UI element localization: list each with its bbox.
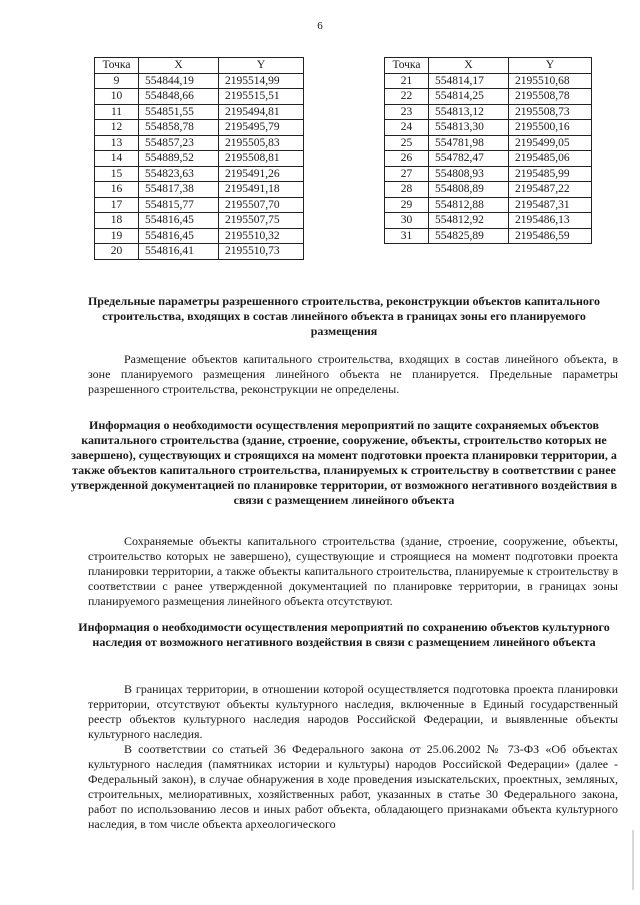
point-cell: 31 [385, 228, 429, 244]
table-row [95, 73, 304, 89]
y-cell: 2195505,83 [219, 135, 304, 151]
point-cell: 29 [385, 197, 429, 213]
y-cell: 2195491,18 [219, 182, 304, 198]
header-y: Y [509, 58, 592, 74]
table-row [95, 228, 304, 244]
table-row [385, 120, 592, 136]
header-point: Точка [385, 58, 429, 74]
y-cell: 2195515,51 [219, 89, 304, 105]
point-cell: 10 [95, 89, 139, 105]
table-row [95, 104, 304, 120]
coordinates-table-right [384, 57, 592, 244]
table-row [385, 197, 592, 213]
table-header-row [95, 58, 304, 74]
table-row [95, 151, 304, 167]
x-cell: 554816,45 [139, 213, 219, 229]
table-row [385, 182, 592, 198]
table-row [385, 151, 592, 167]
x-cell: 554814,25 [429, 89, 509, 105]
section-heading-cultural-heritage: Информация о необходимости осуществления мероприятий по сохранению объектов культурного наследия от возможного негативного воздействия в связи с размещением линейного объекта [78, 620, 610, 649]
y-cell: 2195510,73 [219, 244, 304, 260]
table-row [95, 182, 304, 198]
y-cell: 2195507,70 [219, 197, 304, 213]
table-row [385, 228, 592, 244]
scan-edge-mark [632, 830, 634, 890]
x-cell: 554816,41 [139, 244, 219, 260]
y-cell: 2195485,99 [509, 166, 592, 182]
section-heading-protection-measures: Информация о необходимости осуществления мероприятий по защите сохраняемых объектов капитального строительства (здание, строение, сооружение, объекты, строительство которых не завершено), существующих и строящихся на момент подготовки проекта планировки территории, а также объектов капитального строительства, планируемых к строительству в соответствии с ранее утвержденной документацией по планировке территории, от возможного негативного воздействия в связи с размещением линейного объекта [70, 418, 618, 507]
y-cell: 2195491,26 [219, 166, 304, 182]
paragraph-construction-parameters: Размещение объектов капитального строительства, входящих в состав линейного объекта, в зоне планируемого размещения линейного объекта не планируется. Предельные параметры разрешенного строительства, реконструкции не определены. [88, 352, 618, 396]
y-cell: 2195486,59 [509, 228, 592, 244]
header-y: Y [219, 58, 304, 74]
x-cell: 554814,17 [429, 73, 509, 89]
y-cell: 2195508,78 [509, 89, 592, 105]
point-cell: 28 [385, 182, 429, 198]
table-row [95, 244, 304, 260]
point-cell: 27 [385, 166, 429, 182]
coordinates-table-left [94, 57, 304, 260]
x-cell: 554844,19 [139, 73, 219, 89]
section-heading-construction-parameters: Предельные параметры разрешенного строительства, реконструкции объектов капитального строительства, входящих в состав линейного объекта в границах зоны его планируемого размещения [87, 294, 601, 338]
table-row [385, 135, 592, 151]
x-cell: 554823,63 [139, 166, 219, 182]
table-row [385, 73, 592, 89]
y-cell: 2195507,75 [219, 213, 304, 229]
header-x: X [429, 58, 509, 74]
x-cell: 554851,55 [139, 104, 219, 120]
x-cell: 554858,78 [139, 120, 219, 136]
point-cell: 20 [95, 244, 139, 260]
table-row [385, 213, 592, 229]
y-cell: 2195499,05 [509, 135, 592, 151]
y-cell: 2195500,16 [509, 120, 592, 136]
x-cell: 554825,89 [429, 228, 509, 244]
table-row [385, 104, 592, 120]
x-cell: 554781,98 [429, 135, 509, 151]
page-number: 6 [317, 20, 323, 32]
x-cell: 554848,66 [139, 89, 219, 105]
point-cell: 25 [385, 135, 429, 151]
point-cell: 16 [95, 182, 139, 198]
point-cell: 12 [95, 120, 139, 136]
table-row [95, 213, 304, 229]
y-cell: 2195514,99 [219, 73, 304, 89]
point-cell: 19 [95, 228, 139, 244]
y-cell: 2195485,06 [509, 151, 592, 167]
x-cell: 554808,89 [429, 182, 509, 198]
y-cell: 2195494,81 [219, 104, 304, 120]
y-cell: 2195508,81 [219, 151, 304, 167]
table-row [385, 166, 592, 182]
y-cell: 2195486,13 [509, 213, 592, 229]
point-cell: 17 [95, 197, 139, 213]
paragraph-cultural-heritage-2: В соответствии со статьей 36 Федерального закона от 25.06.2002 № 73-ФЗ «Об объектах культурного наследия (памятниках истории и культуры) народов Российской Федерации» (далее - Федеральный закон), в случае обнаружения в ходе проведения изыскательских, проектных, земляных, строительных, мелиоративных, хозяйственных работ, указанных в статье 30 Федерального закона, работ по использованию лесов и иных работ объекта, обладающего признаками объекта культурного наследия, в том числе объекта археологического [88, 742, 618, 831]
y-cell: 2195495,79 [219, 120, 304, 136]
point-cell: 14 [95, 151, 139, 167]
y-cell: 2195510,68 [509, 73, 592, 89]
point-cell: 21 [385, 73, 429, 89]
x-cell: 554857,23 [139, 135, 219, 151]
point-cell: 26 [385, 151, 429, 167]
point-cell: 11 [95, 104, 139, 120]
x-cell: 554816,45 [139, 228, 219, 244]
point-cell: 18 [95, 213, 139, 229]
x-cell: 554889,52 [139, 151, 219, 167]
header-x: X [139, 58, 219, 74]
paragraph-protection-measures: Сохраняемые объекты капитального строительства (здание, строение, сооружение, объекты, строительство которых не завершено), существующие и строящиеся на момент подготовки проекта планировки территории, а также объекты капитального строительства, планируемые к строительству в соответствии с ранее утвержденной документацией по планировке территории, в границах зоны планируемого размещения линейного объекта отсутствуют. [88, 534, 618, 608]
point-cell: 23 [385, 104, 429, 120]
point-cell: 30 [385, 213, 429, 229]
x-cell: 554813,12 [429, 104, 509, 120]
x-cell: 554817,38 [139, 182, 219, 198]
y-cell: 2195510,32 [219, 228, 304, 244]
table-row [95, 197, 304, 213]
table-row [95, 89, 304, 105]
point-cell: 13 [95, 135, 139, 151]
point-cell: 24 [385, 120, 429, 136]
point-cell: 15 [95, 166, 139, 182]
point-cell: 22 [385, 89, 429, 105]
table-row [95, 135, 304, 151]
y-cell: 2195487,22 [509, 182, 592, 198]
x-cell: 554812,92 [429, 213, 509, 229]
point-cell: 9 [95, 73, 139, 89]
x-cell: 554813,30 [429, 120, 509, 136]
table-row [95, 120, 304, 136]
x-cell: 554815,77 [139, 197, 219, 213]
x-cell: 554812,88 [429, 197, 509, 213]
table-row [385, 89, 592, 105]
header-point: Точка [95, 58, 139, 74]
x-cell: 554782,47 [429, 151, 509, 167]
x-cell: 554808,93 [429, 166, 509, 182]
y-cell: 2195487,31 [509, 197, 592, 213]
table-header-row [385, 58, 592, 74]
y-cell: 2195508,73 [509, 104, 592, 120]
table-row [95, 166, 304, 182]
paragraph-cultural-heritage-1: В границах территории, в отношении которой осуществляется подготовка проекта планировки территории, отсутствуют объекты культурного наследия, включенные в Единый государственный реестр объектов культурного наследия народов Российской Федерации, и выявленные объекты культурного наследия. [88, 682, 618, 741]
